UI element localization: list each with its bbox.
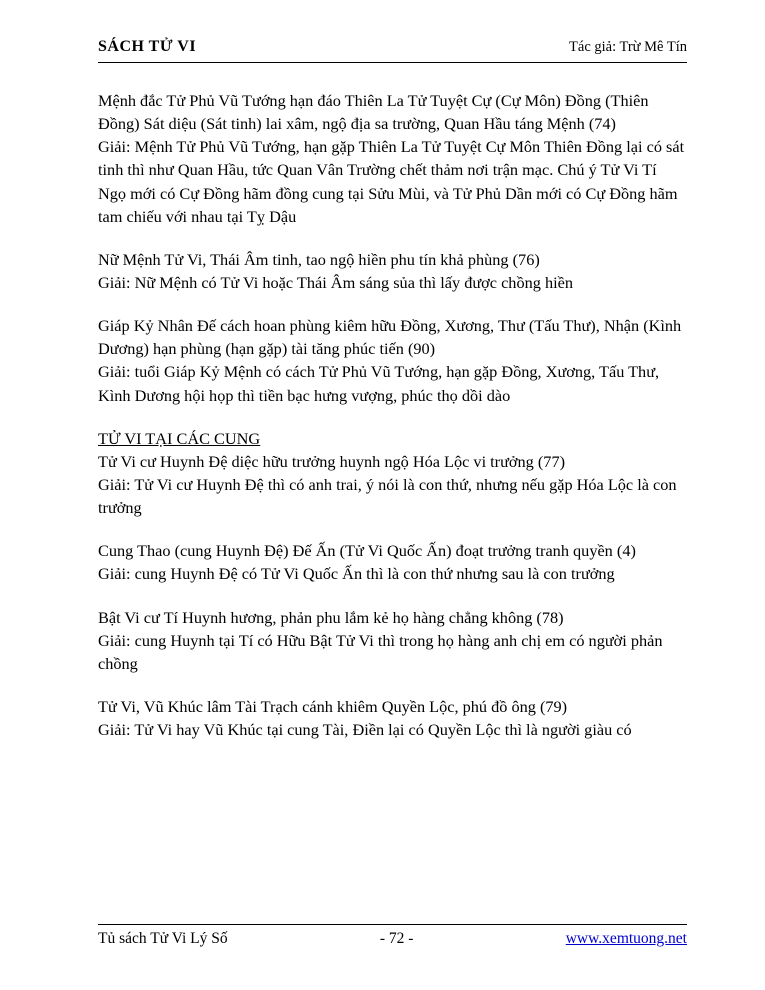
paragraph: Tử Vi cư Huynh Đệ diệc hữu trưởng huynh ngộ Hóa Lộc vi trưởng (77) — [98, 451, 566, 471]
page-header — [98, 38, 687, 62]
book-title: SÁCH TỬ VI — [98, 38, 197, 55]
paragraph: Giải: Tử Vi hay Vũ Khúc tại cung Tài, Điền lại có Quyền Lộc thì là người giàu có — [98, 720, 632, 740]
text-block — [98, 248, 687, 294]
paragraph: Bật Vi cư Tí Huynh hương, phản phu lắm kẻ họ hàng chẳng không (78) — [98, 607, 564, 627]
text-block — [98, 314, 687, 407]
page-number: - 72 - — [379, 930, 414, 947]
website-link[interactable]: www.xemtuong.net — [565, 930, 687, 947]
author-line: Tác giả: Trừ Mê Tín — [569, 39, 687, 55]
paragraph: Giải: tuổi Giáp Kỷ Mệnh có cách Tử Phủ Vũ Tướng, hạn gặp Đồng, Xương, Tấu Thư, Kình Dương hội họp thì tiền bạc hưng vượng, phúc thọ dồi dào — [98, 362, 660, 405]
text-block — [98, 606, 687, 675]
header-divider — [98, 62, 687, 63]
paragraph: Nữ Mệnh Tử Vi, Thái Âm tinh, tao ngộ hiền phu tín khả phùng (76) — [98, 249, 540, 269]
paragraph: Cung Thao (cung Huynh Đệ) Đế Ấn (Tử Vi Quốc Ấn) đoạt trưởng tranh quyền (4) — [98, 541, 636, 561]
paragraph: Giải: cung Huynh Đệ có Tử Vi Quốc Ấn thì là con thứ nhưng sau là con trưởng — [98, 564, 615, 584]
text-block — [98, 89, 687, 228]
paragraph: Giải: cung Huynh tại Tí có Hữu Bật Tử Vi thì trong họ hàng anh chị em có người phản chồng — [98, 630, 663, 673]
paragraph: Giáp Kỷ Nhân Đế cách hoan phùng kiêm hữu Đồng, Xương, Thư (Tấu Thư), Nhận (Kình Dương) hạn phùng (hạn gặp) tài tăng phúc tiến (90) — [98, 316, 682, 359]
text-block — [98, 539, 687, 585]
footer-publisher: Tủ sách Tử Vi Lý Số — [98, 930, 228, 947]
paragraph: Giải: Tử Vi cư Huynh Đệ thì có anh trai, ý nói là con thứ, nhưng nếu gặp Hóa Lộc là con trưởng — [98, 474, 677, 518]
paragraph: Giải: Nữ Mệnh có Tử Vi hoặc Thái Âm sáng sủa thì lấy được chồng hiền — [98, 272, 573, 292]
paragraph: Giải: Mệnh Tử Phủ Vũ Tướng, hạn gặp Thiên La Tử Tuyệt Cự Môn Thiên Đồng lại có sát tinh thì như Quan Hầu, tức Quan Vân Trường chết thảm nơi trận mạc. Chú ý Tử Vi Tí Ngọ mới có Cự Đồng hãm đồng cung tại Sửu Mùi, và Tử Phủ Dần mới có Cự Đồng hãm tam chiếu với nhau tại Tỵ Dậu — [98, 137, 685, 226]
text-block — [98, 450, 687, 519]
page-content — [98, 89, 687, 741]
paragraph: Mệnh đắc Tử Phủ Vũ Tướng hạn đáo Thiên La Tử Tuyệt Cự (Cự Môn) Đồng (Thiên Đồng) Sát diệu (Sát tinh) lai xâm, ngộ địa sa trường, Quan Hầu táng Mệnh (74) — [98, 91, 649, 134]
text-block — [98, 695, 687, 741]
page-footer — [98, 924, 687, 948]
section-heading: TỬ VI TẠI CÁC CUNG — [98, 428, 261, 448]
paragraph: Tử Vi, Vũ Khúc lâm Tài Trạch cánh khiêm Quyền Lộc, phú đồ ông (79) — [98, 696, 568, 716]
